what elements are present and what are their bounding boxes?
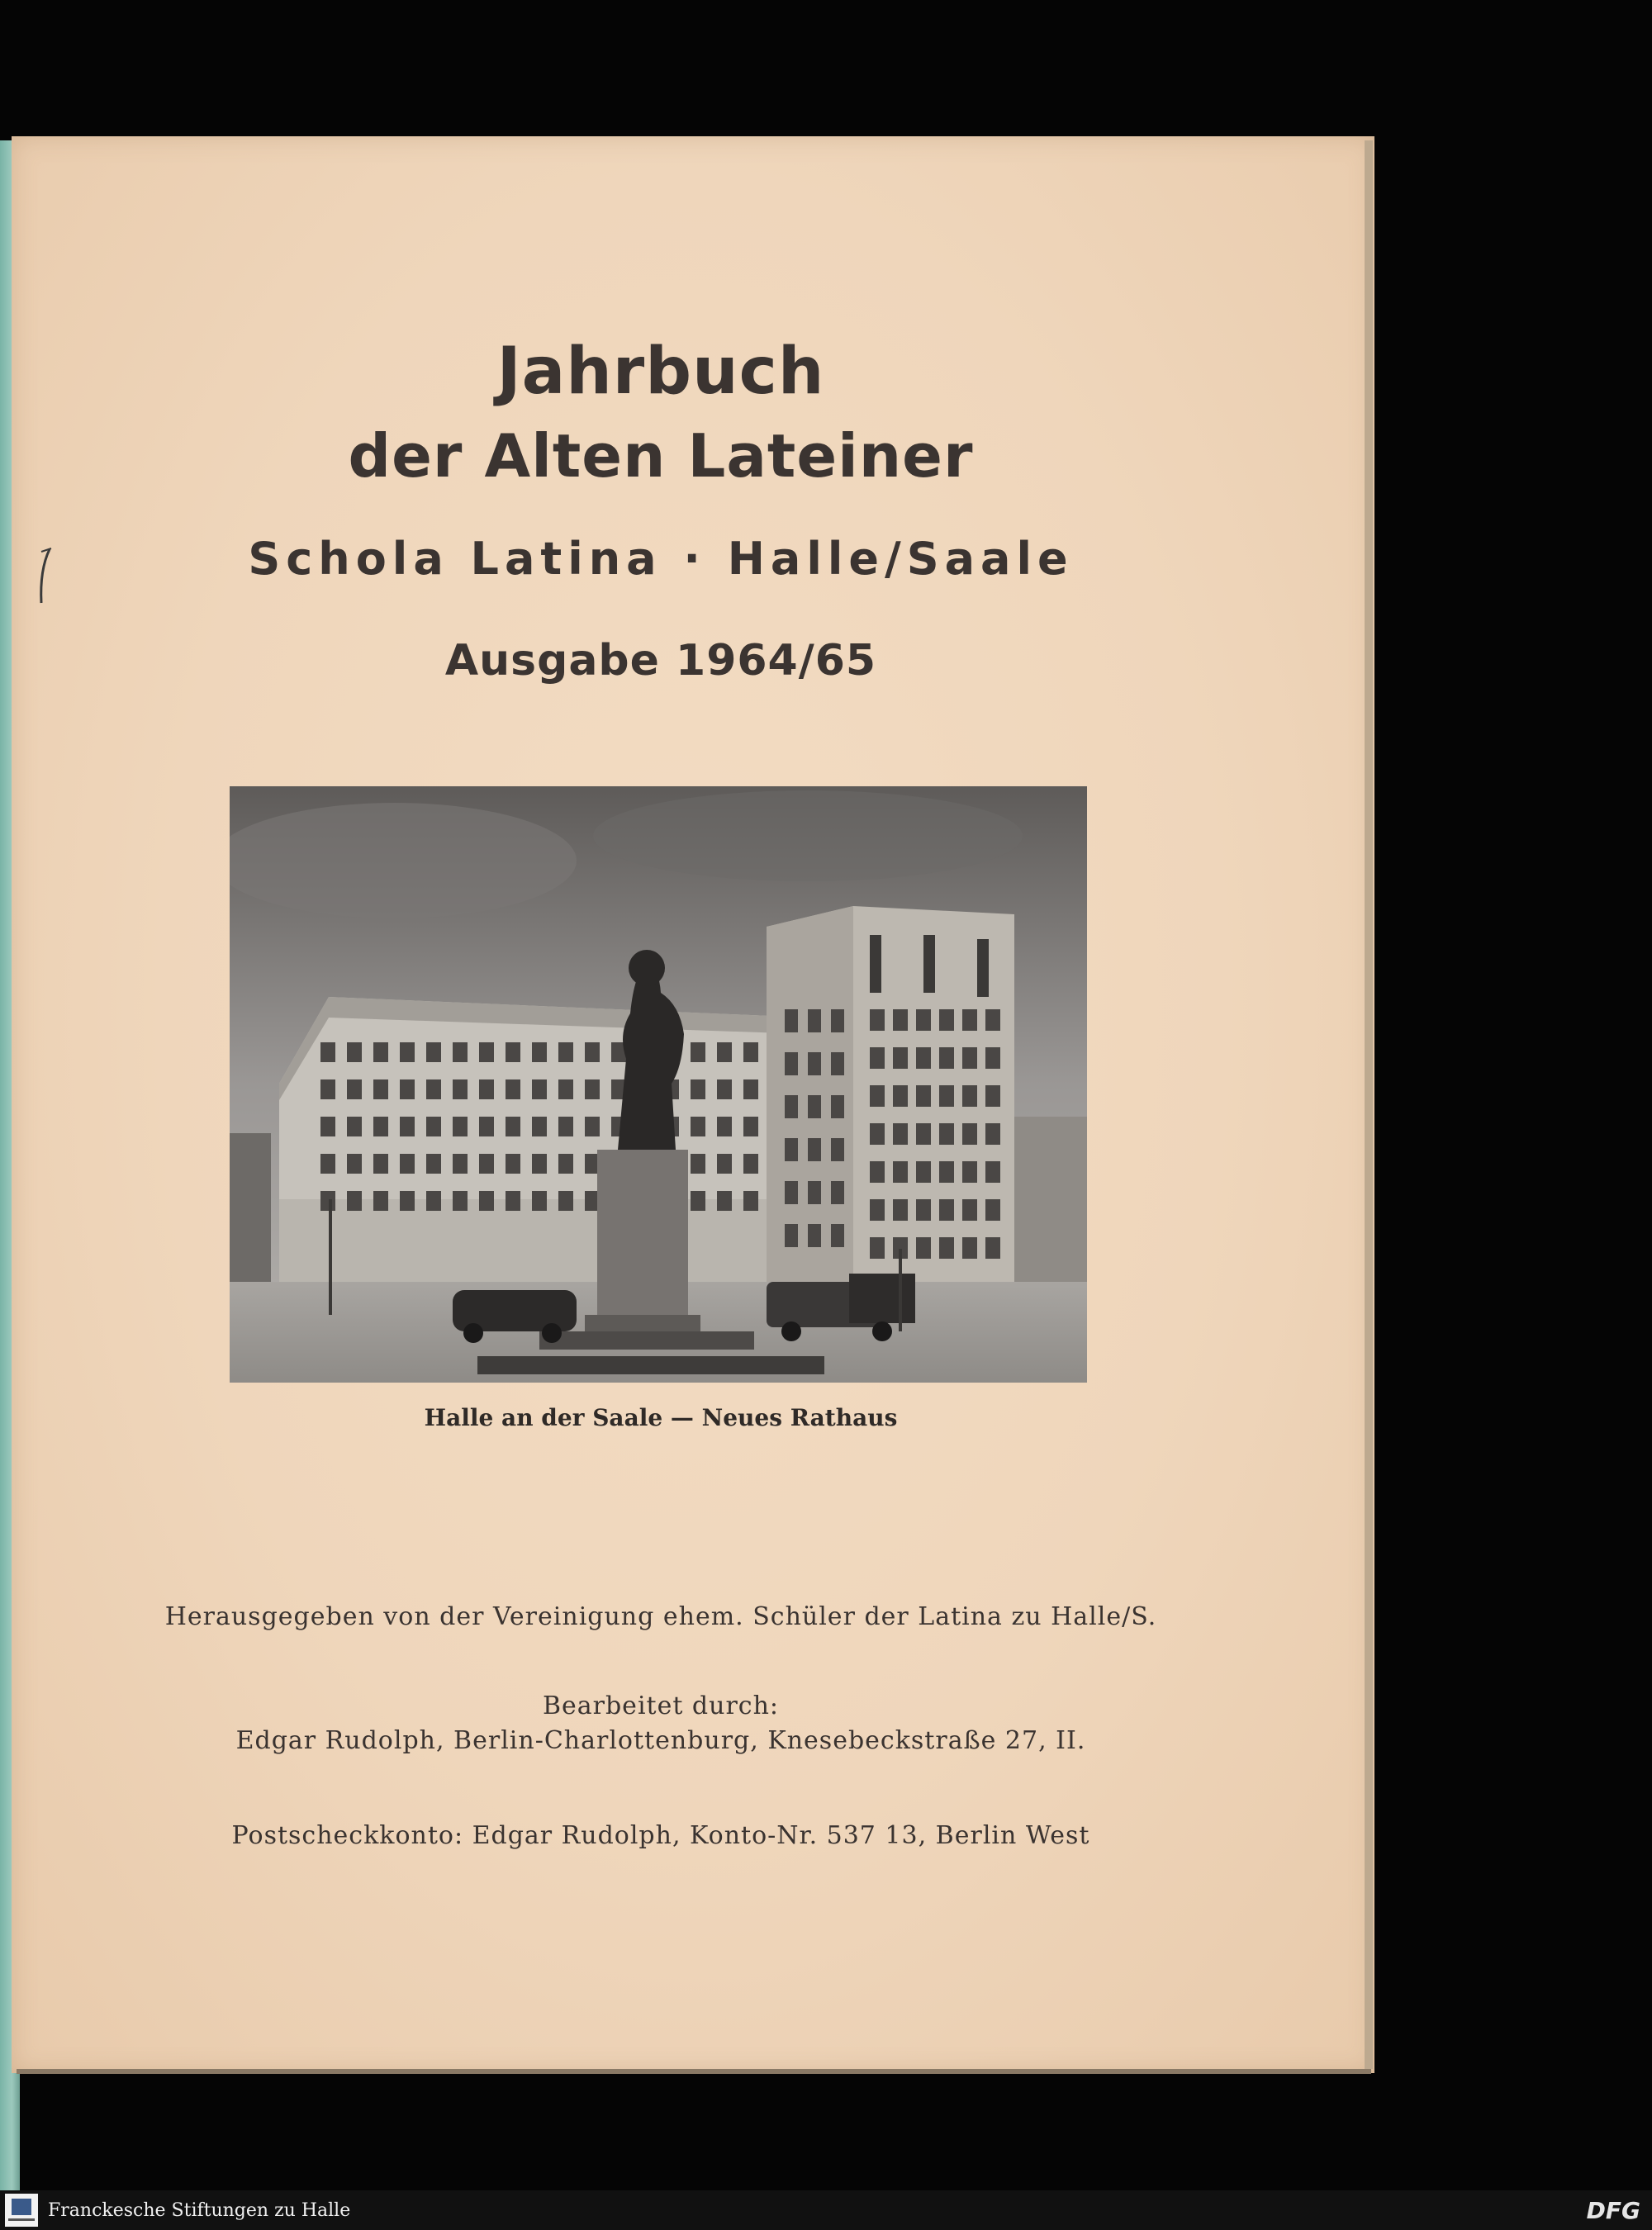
building-window	[320, 1079, 335, 1099]
tower-window	[870, 1009, 885, 1031]
building-window	[373, 1191, 388, 1211]
tower-window	[870, 1085, 885, 1107]
editor-association-line: Herausgegeben von der Vereinigung ehem. Schüler der Latina zu Halle/S.	[164, 1602, 1157, 1631]
building-window	[785, 1009, 798, 1032]
building-window	[532, 1191, 547, 1211]
tower-window	[939, 1009, 954, 1031]
building-window	[717, 1191, 732, 1211]
building-window	[585, 1079, 600, 1099]
tower-window	[962, 1009, 977, 1031]
tower-window	[870, 1161, 885, 1183]
building-window	[426, 1191, 441, 1211]
building-window	[532, 1154, 547, 1174]
title-alten-lateiner: der Alten Lateiner	[348, 421, 974, 491]
tower-window	[870, 1047, 885, 1069]
building-window	[785, 1052, 798, 1075]
building-window	[426, 1042, 441, 1062]
building-window	[808, 1095, 821, 1118]
building-window	[558, 1117, 573, 1136]
tower-window	[985, 1123, 1000, 1145]
building-window	[808, 1181, 821, 1204]
building-window	[585, 1042, 600, 1062]
building-window	[558, 1042, 573, 1062]
building-window	[320, 1191, 335, 1211]
building-window	[400, 1042, 415, 1062]
tower-window	[916, 1047, 931, 1069]
building-window	[400, 1154, 415, 1174]
tower-window	[939, 1047, 954, 1069]
institution-name[interactable]: Franckesche Stiftungen zu Halle	[48, 2200, 351, 2221]
dfg-logo[interactable]: DFG	[1586, 2197, 1640, 2224]
tower-window	[962, 1161, 977, 1183]
building-window	[506, 1154, 520, 1174]
building-window	[506, 1079, 520, 1099]
building-window	[743, 1154, 758, 1174]
building-window	[479, 1154, 494, 1174]
building-window	[506, 1117, 520, 1136]
rathaus-photo	[230, 786, 1087, 1383]
tower-window	[939, 1161, 954, 1183]
building-window	[453, 1079, 468, 1099]
tower-window	[893, 1161, 908, 1183]
building-window	[808, 1224, 821, 1247]
building-window	[426, 1117, 441, 1136]
building-window	[785, 1138, 798, 1161]
page-edge-bottom	[17, 2069, 1371, 2074]
tower-window	[870, 1123, 885, 1145]
building-window	[831, 1009, 844, 1032]
building-window	[400, 1079, 415, 1099]
building-window	[558, 1154, 573, 1174]
building-window	[743, 1042, 758, 1062]
building-window	[743, 1079, 758, 1099]
tower-window	[916, 1161, 931, 1183]
tower-window	[962, 1047, 977, 1069]
tower-window	[985, 1199, 1000, 1221]
editor-address: Edgar Rudolph, Berlin-Charlottenburg, Knesebeckstraße 27, II.	[235, 1726, 1086, 1755]
building-window	[831, 1138, 844, 1161]
building-window	[347, 1117, 362, 1136]
tower-window	[985, 1047, 1000, 1069]
building-window	[532, 1079, 547, 1099]
building-window	[347, 1154, 362, 1174]
building-window	[831, 1052, 844, 1075]
building-window	[532, 1117, 547, 1136]
building-window	[785, 1095, 798, 1118]
building-window	[479, 1117, 494, 1136]
building-window	[717, 1079, 732, 1099]
building-window	[743, 1117, 758, 1136]
tower-window	[916, 1199, 931, 1221]
tower-window	[893, 1199, 908, 1221]
tower-window	[893, 1123, 908, 1145]
tower-window	[962, 1199, 977, 1221]
building-window	[558, 1191, 573, 1211]
tower-window	[893, 1085, 908, 1107]
tower-window	[939, 1123, 954, 1145]
building-window	[400, 1117, 415, 1136]
building-window	[691, 1042, 705, 1062]
tower-window	[985, 1161, 1000, 1183]
building-window	[426, 1079, 441, 1099]
building-window	[785, 1224, 798, 1247]
postal-account-line: Postscheckkonto: Edgar Rudolph, Konto-Nr. 537 13, Berlin West	[231, 1821, 1090, 1850]
institution-logo-icon	[5, 2194, 38, 2227]
building-window	[400, 1191, 415, 1211]
building-window	[831, 1181, 844, 1204]
building-window	[691, 1154, 705, 1174]
building-window	[808, 1052, 821, 1075]
building-window	[585, 1117, 600, 1136]
building-window	[373, 1117, 388, 1136]
tower-window	[893, 1047, 908, 1069]
tower-window	[985, 1009, 1000, 1031]
building-window	[717, 1117, 732, 1136]
building-window	[373, 1154, 388, 1174]
tower-window	[962, 1123, 977, 1145]
page-edge	[1365, 140, 1373, 2069]
building-window	[479, 1079, 494, 1099]
building-window	[347, 1042, 362, 1062]
building-window	[453, 1117, 468, 1136]
tower-window	[870, 1237, 885, 1259]
tower-window	[916, 1085, 931, 1107]
building-window	[808, 1138, 821, 1161]
building-window	[691, 1191, 705, 1211]
building-window	[453, 1042, 468, 1062]
building-window	[785, 1181, 798, 1204]
building-window	[426, 1154, 441, 1174]
tower-window	[985, 1085, 1000, 1107]
building-window	[717, 1154, 732, 1174]
building-window	[506, 1042, 520, 1062]
building-window	[347, 1191, 362, 1211]
subtitle-schola-latina: Schola Latina · Halle/Saale	[248, 533, 1074, 585]
building-window	[479, 1042, 494, 1062]
tower-window	[870, 1199, 885, 1221]
tower-window	[916, 1123, 931, 1145]
building-window	[743, 1191, 758, 1211]
tower-window	[939, 1199, 954, 1221]
building-window	[453, 1154, 468, 1174]
building-window	[320, 1042, 335, 1062]
building-window	[373, 1079, 388, 1099]
building-window	[532, 1042, 547, 1062]
tower-window	[985, 1237, 1000, 1259]
tower-window	[939, 1237, 954, 1259]
building-window	[808, 1009, 821, 1032]
tower-window	[962, 1237, 977, 1259]
title-jahrbuch: Jahrbuch	[496, 334, 825, 409]
viewer-footer	[0, 2190, 1652, 2230]
building-window	[320, 1154, 335, 1174]
building-window	[506, 1191, 520, 1211]
building-window	[691, 1079, 705, 1099]
edition-title: Ausgabe 1964/65	[444, 636, 877, 686]
tower-window	[939, 1085, 954, 1107]
building-window	[453, 1191, 468, 1211]
tower-window	[916, 1009, 931, 1031]
photo-caption: Halle an der Saale — Neues Rathaus	[424, 1404, 898, 1431]
edited-by-label: Bearbeitet durch:	[542, 1691, 780, 1720]
building-window	[347, 1079, 362, 1099]
building-window	[831, 1095, 844, 1118]
building-window	[479, 1191, 494, 1211]
building-window	[558, 1079, 573, 1099]
tower-window	[962, 1085, 977, 1107]
building-window	[831, 1224, 844, 1247]
tower-window	[893, 1009, 908, 1031]
building-window	[717, 1042, 732, 1062]
building-window	[373, 1042, 388, 1062]
building-window	[320, 1117, 335, 1136]
tower-window	[916, 1237, 931, 1259]
building-window	[691, 1117, 705, 1136]
